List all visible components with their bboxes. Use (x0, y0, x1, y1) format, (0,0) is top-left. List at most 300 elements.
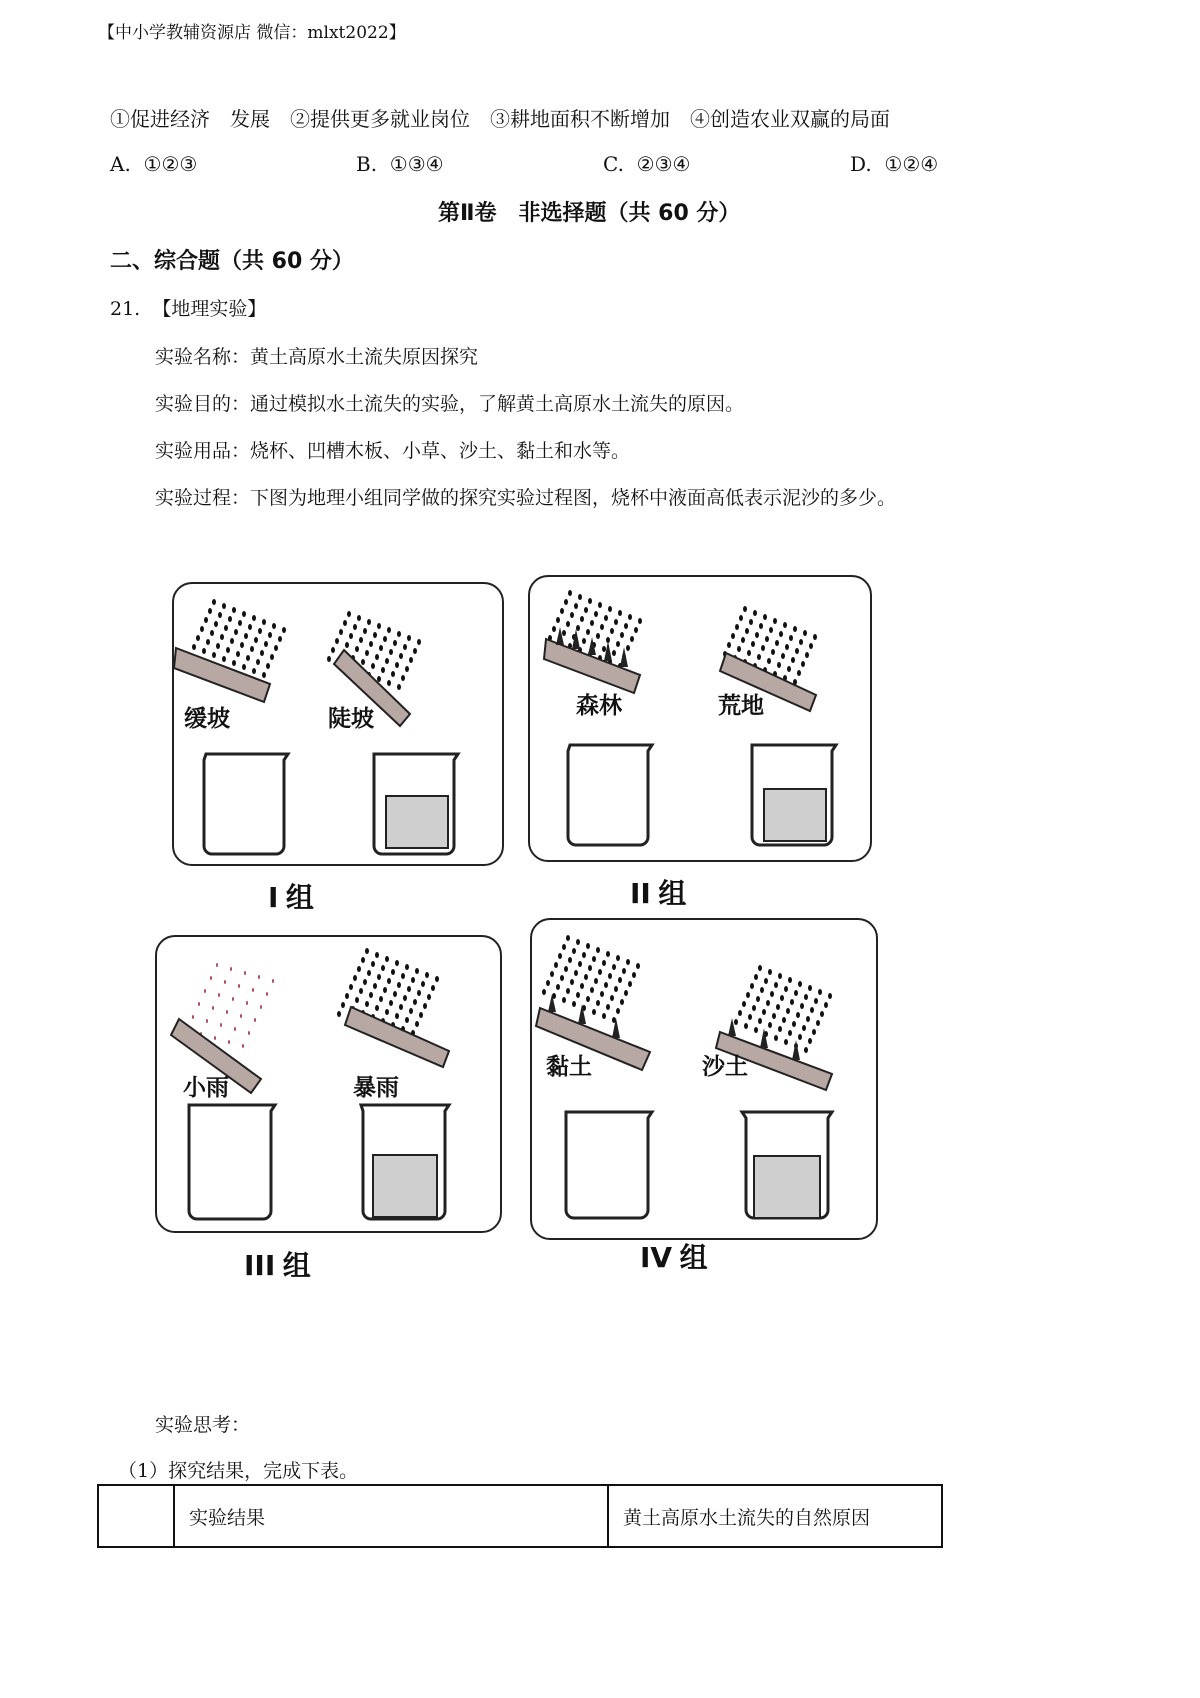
experiment-thinking: 实验思考： (155, 1414, 251, 1436)
rain-drop (780, 995, 784, 1001)
rain-drop (632, 972, 636, 978)
rain-drop (248, 624, 252, 630)
rain-drop (590, 620, 594, 626)
rain-drop (610, 628, 614, 634)
rain-drop (604, 982, 608, 988)
table-header-cell: 黄土高原水土流失的自然原因 (608, 1485, 942, 1547)
rain-drop (582, 952, 586, 958)
rain-drop (795, 648, 799, 654)
rain-drop (616, 1008, 620, 1014)
rain-drop (566, 988, 570, 994)
rain-drop (415, 1021, 419, 1027)
rain-drop (816, 1020, 820, 1026)
rain-drop (365, 650, 369, 656)
group-1-left-label: 缓坡 (184, 706, 230, 732)
rain-drop (196, 635, 200, 641)
rain-drop (262, 672, 266, 678)
rain-drop (353, 624, 357, 630)
rain-drop (254, 637, 258, 643)
rain-drop (353, 975, 357, 981)
group-4-panel (530, 918, 878, 1240)
rain-drop (192, 1015, 194, 1019)
rain-drop (355, 646, 359, 652)
rain-drop (759, 623, 763, 629)
rain-drop (228, 616, 232, 622)
rain-drop (582, 638, 586, 644)
rain-drop (739, 615, 743, 621)
rain-drop (389, 1000, 393, 1006)
rain-drop (734, 1019, 738, 1025)
rain-drop (385, 956, 389, 962)
rain-drop (385, 1009, 389, 1015)
rain-drop (566, 935, 570, 941)
rain-drop (361, 957, 365, 963)
rain-drop (238, 984, 240, 988)
rain-drop (218, 993, 220, 997)
rain-drop (606, 951, 610, 957)
rain-drop (427, 994, 431, 1000)
rain-drop (588, 965, 592, 971)
rain-drop (240, 642, 244, 648)
group-4-left-label: 黏土 (546, 1054, 592, 1080)
rain-drop (634, 627, 638, 633)
rain-drop (210, 976, 212, 980)
rain-drop (401, 675, 405, 681)
q21-part1: （1）探究结果，完成下表。 (118, 1460, 359, 1482)
rain-drop (742, 1001, 746, 1007)
rain-drop (626, 645, 630, 651)
rain-drop (616, 955, 620, 961)
rain-drop (367, 970, 371, 976)
rain-drop (357, 615, 361, 621)
rain-drop (377, 974, 381, 980)
rain-drop (339, 629, 343, 635)
rain-drop (624, 990, 628, 996)
rain-drop (727, 642, 731, 648)
rain-drop (809, 643, 813, 649)
rain-drop (562, 997, 566, 1003)
rain-drop (397, 684, 401, 690)
rain-drop (216, 963, 218, 967)
rain-drop (584, 974, 588, 980)
rain-drop (622, 968, 626, 974)
rain-drop (226, 647, 230, 653)
q20-statements: ①促进经济 发展 ②提供更多就业岗位 ③耕地面积不断增加 ④创造农业双赢的局面 (110, 107, 890, 131)
rain-drop (752, 1005, 756, 1011)
rain-drop (562, 630, 566, 636)
rain-drop (359, 637, 363, 643)
rain-drop (212, 1006, 214, 1010)
rain-drop (596, 1000, 600, 1006)
rain-drop (574, 603, 578, 609)
results-table (97, 1484, 943, 1548)
rain-drop (331, 647, 335, 653)
rain-drop (778, 973, 782, 979)
rain-drop (568, 590, 572, 596)
rain-drop (365, 948, 369, 954)
rain-drop (210, 630, 214, 636)
rain-drop (749, 619, 753, 625)
rain-drop (347, 611, 351, 617)
rain-drop (417, 990, 421, 996)
rain-drop (222, 656, 226, 662)
rain-drop (784, 1039, 788, 1045)
rain-drop (234, 629, 238, 635)
rain-drop (801, 661, 805, 667)
rain-drop (212, 652, 216, 658)
rain-drop (327, 656, 331, 662)
rain-drop (228, 1040, 230, 1044)
rain-drop (578, 961, 582, 967)
rain-drop (612, 650, 616, 656)
rain-drop (757, 654, 761, 660)
rain-drop (252, 615, 256, 621)
rain-drop (373, 983, 377, 989)
rain-drop (741, 637, 745, 643)
rain-drop (385, 658, 389, 664)
rain-drop (375, 654, 379, 660)
rain-drop (618, 977, 622, 983)
rain-drop (361, 659, 365, 665)
rain-drop (387, 680, 391, 686)
q20-option-d: D. ①②④ (850, 152, 939, 176)
rain-drop (598, 969, 602, 975)
rain-drop (586, 629, 590, 635)
rain-drop (787, 666, 791, 672)
q20-option-a: A. ①②③ (110, 152, 198, 176)
rain-drop (612, 964, 616, 970)
rain-drop (568, 957, 572, 963)
rain-drop (403, 995, 407, 1001)
rain-drop (256, 659, 260, 665)
rain-drop (556, 617, 560, 623)
rain-drop (755, 632, 759, 638)
rain-drop (198, 1002, 200, 1006)
rain-drop (377, 676, 381, 682)
rain-drop (409, 1008, 413, 1014)
rain-drop (395, 662, 399, 668)
rain-drop (278, 636, 282, 642)
rain-drop (792, 1021, 796, 1027)
rain-drop (616, 641, 620, 647)
rain-drop (620, 632, 624, 638)
rain-drop (735, 624, 739, 630)
rain-dots (734, 965, 832, 1053)
rain-drop (266, 663, 270, 669)
rain-drop (596, 947, 600, 953)
rain-drop (230, 638, 234, 644)
rain-drop (614, 619, 618, 625)
rain-drop (230, 967, 232, 971)
rain-drop (419, 1012, 423, 1018)
rain-drop (791, 657, 795, 663)
rain-drop (556, 984, 560, 990)
rain-drop (335, 638, 339, 644)
rain-drop (590, 987, 594, 993)
rain-drop (204, 617, 208, 623)
experiment-purpose: 实验目的：通过模拟水土流失的实验，了解黄土高原水土流失的原因。 (155, 393, 745, 415)
rain-drop (363, 979, 367, 985)
table-row (98, 1485, 942, 1547)
rain-drop (767, 658, 771, 664)
rain-drop (232, 660, 236, 666)
rain-drop (805, 652, 809, 658)
rain-drop (628, 614, 632, 620)
rain-drop (272, 979, 274, 983)
rain-drop (771, 649, 775, 655)
rain-drop (737, 646, 741, 652)
rain-drop (397, 631, 401, 637)
rain-drop (790, 999, 794, 1005)
rain-drop (202, 648, 206, 654)
rain-drop (598, 602, 602, 608)
rain-drop (250, 646, 254, 652)
rain-drop (800, 1003, 804, 1009)
group-1-panel (172, 582, 504, 866)
rain-drop (608, 606, 612, 612)
rain-drop (600, 624, 604, 630)
rain-drop (562, 944, 566, 950)
rain-drop (383, 636, 387, 642)
part2-title: 第Ⅱ卷 非选择题（共 60 分） (438, 201, 741, 226)
rain-drop (814, 998, 818, 1004)
rain-drop (214, 1036, 216, 1040)
rain-dots (542, 935, 640, 1023)
rain-drop (554, 962, 558, 968)
rain-drop (266, 992, 268, 996)
rain-drop (222, 603, 226, 609)
rain-drop (806, 1016, 810, 1022)
rain-drop (813, 634, 817, 640)
rain-drop (747, 650, 751, 656)
rain-drop (738, 1010, 742, 1016)
rain-drop (405, 666, 409, 672)
rain-drop (363, 628, 367, 634)
experiment-materials: 实验用品：烧杯、凹槽木板、小草、沙土、黏土和水等。 (155, 440, 631, 462)
rain-drop (754, 1027, 758, 1033)
rain-drop (576, 992, 580, 998)
rain-drop (782, 1017, 786, 1023)
group-3-panel (155, 935, 502, 1233)
rain-drop (580, 983, 584, 989)
rain-drop (818, 989, 822, 995)
rain-drop (355, 997, 359, 1003)
rain-drop (626, 959, 630, 965)
group-1-right-label: 陡坡 (328, 706, 374, 732)
rain-drop (214, 621, 218, 627)
rain-drop (576, 939, 580, 945)
rain-drop (763, 614, 767, 620)
rain-drop (389, 649, 393, 655)
rain-drop (417, 639, 421, 645)
rain-drop (799, 639, 803, 645)
rain-drop (246, 655, 250, 661)
rain-drop (425, 972, 429, 978)
rain-drop (798, 1034, 802, 1040)
rain-drop (812, 1029, 816, 1035)
rain-drop (244, 633, 248, 639)
rain-drop (395, 960, 399, 966)
rain-drop (744, 1023, 748, 1029)
rain-drop (572, 948, 576, 954)
rain-drop (413, 648, 417, 654)
rain-drop (409, 657, 413, 663)
group-4-label: IV 组 (640, 1241, 708, 1274)
rain-drop (604, 615, 608, 621)
rain-drop (377, 623, 381, 629)
rain-drop (600, 991, 604, 997)
rain-drop (620, 999, 624, 1005)
rain-drop (371, 961, 375, 967)
rain-drop (393, 640, 397, 646)
rain-drop (758, 1018, 762, 1024)
rain-drop (242, 664, 246, 670)
rain-drop (206, 1019, 208, 1023)
rain-drop (341, 1002, 345, 1008)
rain-drop (216, 643, 220, 649)
rain-drop (773, 618, 777, 624)
rain-drop (769, 627, 773, 633)
rain-drop (788, 977, 792, 983)
rain-drop (574, 970, 578, 976)
rain-drop (254, 1018, 256, 1022)
q20-option-b: B. ①③④ (356, 152, 444, 176)
rain-drop (570, 979, 574, 985)
rain-drop (349, 984, 353, 990)
rain-drop (208, 608, 212, 614)
rain-drop (564, 966, 568, 972)
rain-drop (252, 988, 254, 992)
rain-drop (405, 1017, 409, 1023)
rain-drop (748, 1014, 752, 1020)
group-2-left-label: 森林 (576, 693, 622, 719)
rain-drop (212, 599, 216, 605)
rain-drop (282, 627, 286, 633)
table-header-cell: 实验结果 (174, 1485, 608, 1547)
rain-drop (751, 641, 755, 647)
rain-drop (614, 986, 618, 992)
rain-drop (770, 991, 774, 997)
rain-drop (558, 953, 562, 959)
rain-drop (624, 623, 628, 629)
rain-drop (606, 1004, 610, 1010)
rain-drop (592, 956, 596, 962)
rain-drop (234, 1027, 236, 1031)
rain-drop (761, 645, 765, 651)
rain-drop (345, 993, 349, 999)
rain-drop (586, 996, 590, 1002)
rain-drop (204, 989, 206, 993)
rain-drop (379, 996, 383, 1002)
rain-drop (375, 952, 379, 958)
experiment-name: 实验名称：黄土高原水土流失原因探究 (155, 346, 479, 368)
rain-drop (359, 988, 363, 994)
rain-drop (564, 599, 568, 605)
rain-drop (218, 612, 222, 618)
rain-drop (638, 618, 642, 624)
rain-drop (578, 594, 582, 600)
rain-drop (206, 639, 210, 645)
rain-drop (768, 969, 772, 975)
rain-drop (274, 645, 278, 651)
rain-drop (588, 598, 592, 604)
rain-drop (793, 626, 797, 632)
rain-drop (760, 987, 764, 993)
rain-drop (542, 989, 546, 995)
rain-drop (828, 993, 832, 999)
rain-drop (798, 981, 802, 987)
rain-drop (260, 650, 264, 656)
rain-drop (220, 1023, 222, 1027)
rain-drop (586, 943, 590, 949)
rain-drop (248, 1031, 250, 1035)
rain-drop (628, 981, 632, 987)
rain-drop (794, 990, 798, 996)
rain-drop (776, 1004, 780, 1010)
rain-drop (399, 653, 403, 659)
page-header-watermark: 【中小学教辅资源店 微信：mlxt2022】 (98, 23, 406, 43)
rain-drop (268, 632, 272, 638)
rain-drop (775, 640, 779, 646)
rain-drop (810, 1007, 814, 1013)
rain-drop (413, 999, 417, 1005)
rain-drop (264, 641, 268, 647)
rain-drop (758, 965, 762, 971)
rain-drop (383, 987, 387, 993)
rain-drop (403, 644, 407, 650)
rain-drop (423, 1003, 427, 1009)
rain-drop (804, 1047, 808, 1053)
rain-drop (774, 982, 778, 988)
rain-drop (337, 1011, 341, 1017)
rain-drop (824, 1002, 828, 1008)
rain-drop (608, 973, 612, 979)
rain-drop (246, 1001, 248, 1005)
rain-drop (785, 644, 789, 650)
rain-drop (754, 974, 758, 980)
table-header-cell (98, 1485, 174, 1547)
group-1-label: I 组 (268, 881, 314, 914)
rain-drop (753, 610, 757, 616)
rain-drop (405, 964, 409, 970)
rain-drop (610, 995, 614, 1001)
rain-drop (242, 611, 246, 617)
rain-drop (546, 980, 550, 986)
rain-drop (570, 612, 574, 618)
rain-drop (774, 1035, 778, 1041)
rain-drop (397, 982, 401, 988)
rain-drop (262, 619, 266, 625)
rain-drop (381, 965, 385, 971)
rain-drop (750, 983, 754, 989)
rain-drop (777, 662, 781, 668)
rain-drop (602, 1013, 606, 1019)
rain-drop (371, 663, 375, 669)
rain-drop (236, 651, 240, 657)
rain-drop (369, 641, 373, 647)
rain-drop (746, 992, 750, 998)
rain-drop (391, 969, 395, 975)
rain-drop (786, 1008, 790, 1014)
rain-drop (415, 968, 419, 974)
rain-drop (226, 1010, 228, 1014)
rain-drop (783, 622, 787, 628)
rain-drop (756, 996, 760, 1002)
rain-drop (596, 633, 600, 639)
rain-drop (375, 1005, 379, 1011)
rain-drop (808, 1038, 812, 1044)
group-3-right-label: 暴雨 (353, 1075, 399, 1101)
